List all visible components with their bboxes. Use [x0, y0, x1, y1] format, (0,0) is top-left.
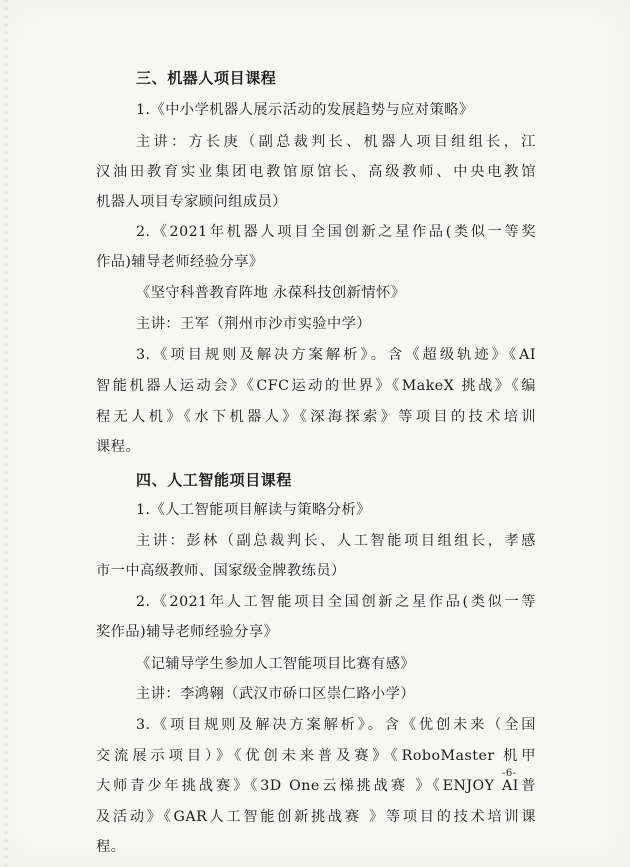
ai-course-item-3-desc-cont: 大师青少年挑战赛》《3D One云梯挑战赛 》《ENJOY AI普	[96, 778, 536, 794]
ai-course-item-2-title: 2.《2021年人工智能项目全国创新之星作品(类似一等	[136, 594, 536, 610]
robot-course-item-1-speaker-cont: 汉油田教育实业集团电教馆原馆长、高级教师、中央电教馆	[96, 164, 536, 180]
robot-course-item-2-title: 2.《2021年机器人项目全国创新之星作品(类似一等奖	[136, 224, 536, 240]
scan-edge-marks	[4, 0, 8, 867]
robot-course-item-1-speaker-end: 机器人项目专家顾问组成员）	[96, 194, 287, 210]
robot-course-item-3-title: 3.《项目规则及解决方案解析》。含《超级轨迹》《AI	[136, 347, 536, 363]
robot-course-item-2-title-cont: 作品)辅导老师经验分享》	[96, 254, 264, 270]
robot-course-item-1-speaker: 主讲：方长庚（副总裁判长、机器人项目组组长，江	[136, 134, 536, 150]
ai-course-item-3-desc: 交流展示项目）》《优创未来普及赛》《RoboMaster 机甲	[96, 748, 536, 764]
robot-course-item-3-desc-end: 课程。	[96, 439, 141, 455]
ai-course-item-2-speaker: 主讲：李鸿翱（武汉市硚口区崇仁路小学）	[136, 686, 416, 702]
robot-course-item-1-title: 1.《中小学机器人展示活动的发展趋势与应对策略》	[136, 102, 474, 118]
ai-course-item-2-subtitle: 《记辅导学生参加人工智能项目比赛有感》	[136, 656, 416, 672]
section-heading-robot-courses: 三、机器人项目课程	[136, 69, 277, 87]
ai-course-item-1-title: 1.《人工智能项目解读与策略分析》	[136, 502, 371, 518]
robot-course-item-2-speaker: 主讲：王军（荆州市沙市实验中学）	[136, 316, 372, 332]
robot-course-item-3-desc: 智能机器人运动会》《CFC运动的世界》《MakeX 挑战》《编	[96, 378, 536, 394]
robot-course-item-2-subtitle: 《坚守科普教育阵地 永葆科技创新情怀》	[136, 285, 406, 301]
robot-course-item-3-desc-cont: 程无人机》《水下机器人》《深海探索》等项目的技术培训	[96, 409, 536, 425]
ai-course-item-1-speaker: 主讲：彭林（副总裁判长、人工智能项目组组长，孝感	[136, 533, 536, 549]
page-number: -6-	[502, 768, 517, 779]
section-heading-ai-courses: 四、人工智能项目课程	[136, 471, 293, 489]
ai-course-item-3-desc-cont-2: 及活动》《GAR人工智能创新挑战赛 》等项目的技术培训课	[96, 809, 536, 825]
ai-course-item-2-title-cont: 奖作品)辅导老师经验分享》	[96, 624, 279, 640]
ai-course-item-3-title: 3.《项目规则及解决方案解析》。含《优创未来（全国	[136, 717, 536, 733]
ai-course-item-1-speaker-end: 市一中高级教师、国家级金牌教练员）	[96, 563, 346, 579]
ai-course-item-3-desc-end: 程。	[96, 839, 126, 855]
